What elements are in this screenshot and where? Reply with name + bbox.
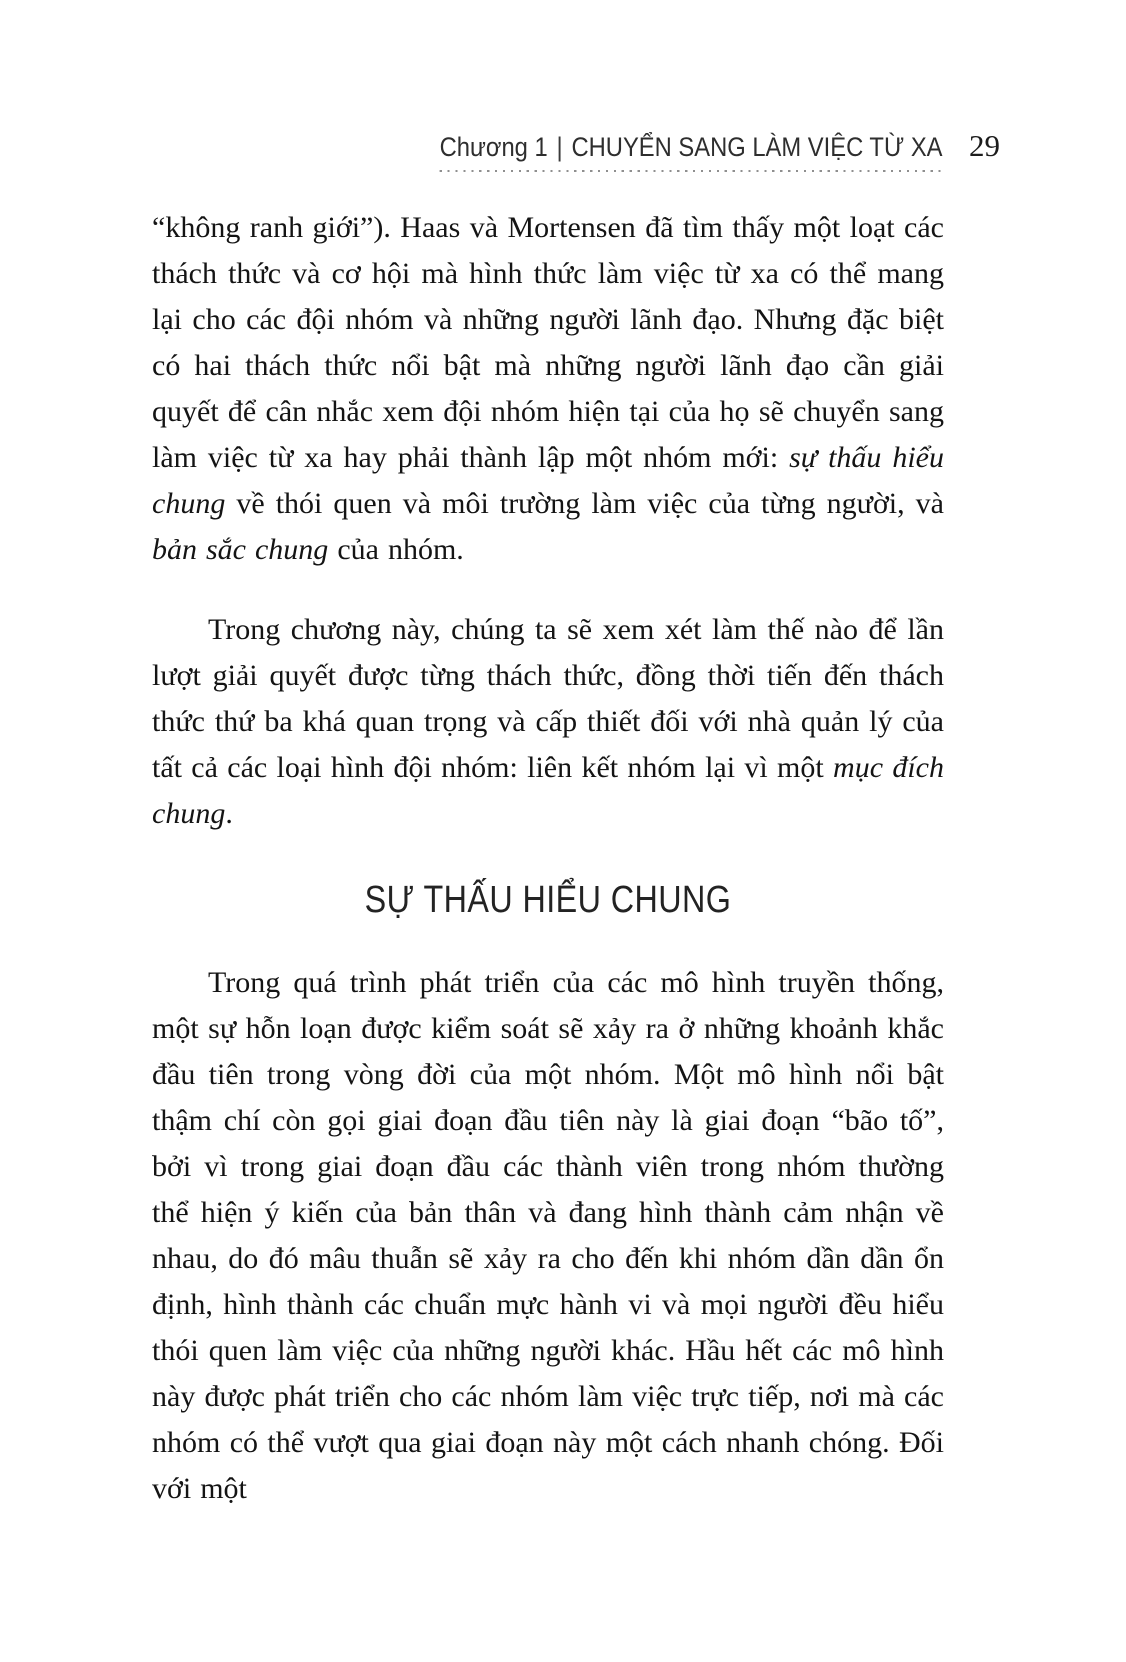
page-number: 29 [969,128,1000,163]
intro-paragraphs [152,205,944,837]
italic-text-segment: bản sắc chung [152,533,329,566]
section-heading: SỰ THẤU HIỂU CHUNG [364,879,732,921]
text-segment: Trong quá trình phát triển của các mô hình truyền thống, một sự hỗn loạn được kiểm soát sẽ xảy ra ở những khoảnh khắc đầu tiên trong vòng đời của một nhóm. Một mô hình nổi bật thậm chí còn gọi giai đoạn đầu tiên này là giai đoạn “bão tố”, bởi vì trong giai đoạn đầu các thành viên trong nhóm thường thể hiện ý kiến của bản thân và đang hình thành cảm nhận về nhau, do đó mâu thuẫn sẽ xảy ra cho đến khi nhóm dần dần ổn định, hình thành các chuẩn mực hành vi và mọi người đều hiểu thói quen làm việc của những người khác. Hầu hết các mô hình này được phát triển cho các nhóm làm việc trực tiếp, nơi mà các nhóm có thể vượt qua giai đoạn này một cách nhanh chóng. Đối với một [152,966,944,1505]
paragraph [152,960,944,1512]
italic-text-segment: mục đích chung [152,751,944,830]
header-separator: | [556,132,564,162]
text-segment: . [225,797,233,830]
paragraph [152,205,944,573]
chapter-title: CHUYỂN SANG LÀM VIỆC TỪ XA [571,132,943,162]
paragraph [152,607,944,837]
text-segment: Trong chương này, chúng ta sẽ xem xét làm thế nào để lần lượt giải quyết được từng thách thức, đồng thời tiến đến thách thức thứ ba khá quan trọng và cấp thiết đối với nhà quản lý của tất cả các loại hình đội nhóm: liên kết nhóm lại vì một [152,613,944,784]
page-header [371,128,1000,172]
running-head [440,132,943,172]
text-segment: “không ranh giới”). Haas và Mortensen đã tìm thấy một loạt các thách thức và cơ hội mà hình thức làm việc từ xa có thể mang lại cho các đội nhóm và những người lãnh đạo. Nhưng đặc biệt có hai thách thức nổi bật mà những người lãnh đạo cần giải quyết để cân nhắc xem đội nhóm hiện tại của họ sẽ chuyển sang làm việc từ xa hay phải thành lập một nhóm mới: [152,211,944,474]
chapter-label: Chương 1 [440,132,549,162]
page-content [152,205,944,1512]
italic-text-segment: sự thấu hiểu chung [152,441,944,520]
text-segment: của nhóm. [328,533,464,566]
section-paragraphs [152,960,944,1512]
text-segment: về thói quen và môi trường làm việc của từng người, và [225,487,944,520]
